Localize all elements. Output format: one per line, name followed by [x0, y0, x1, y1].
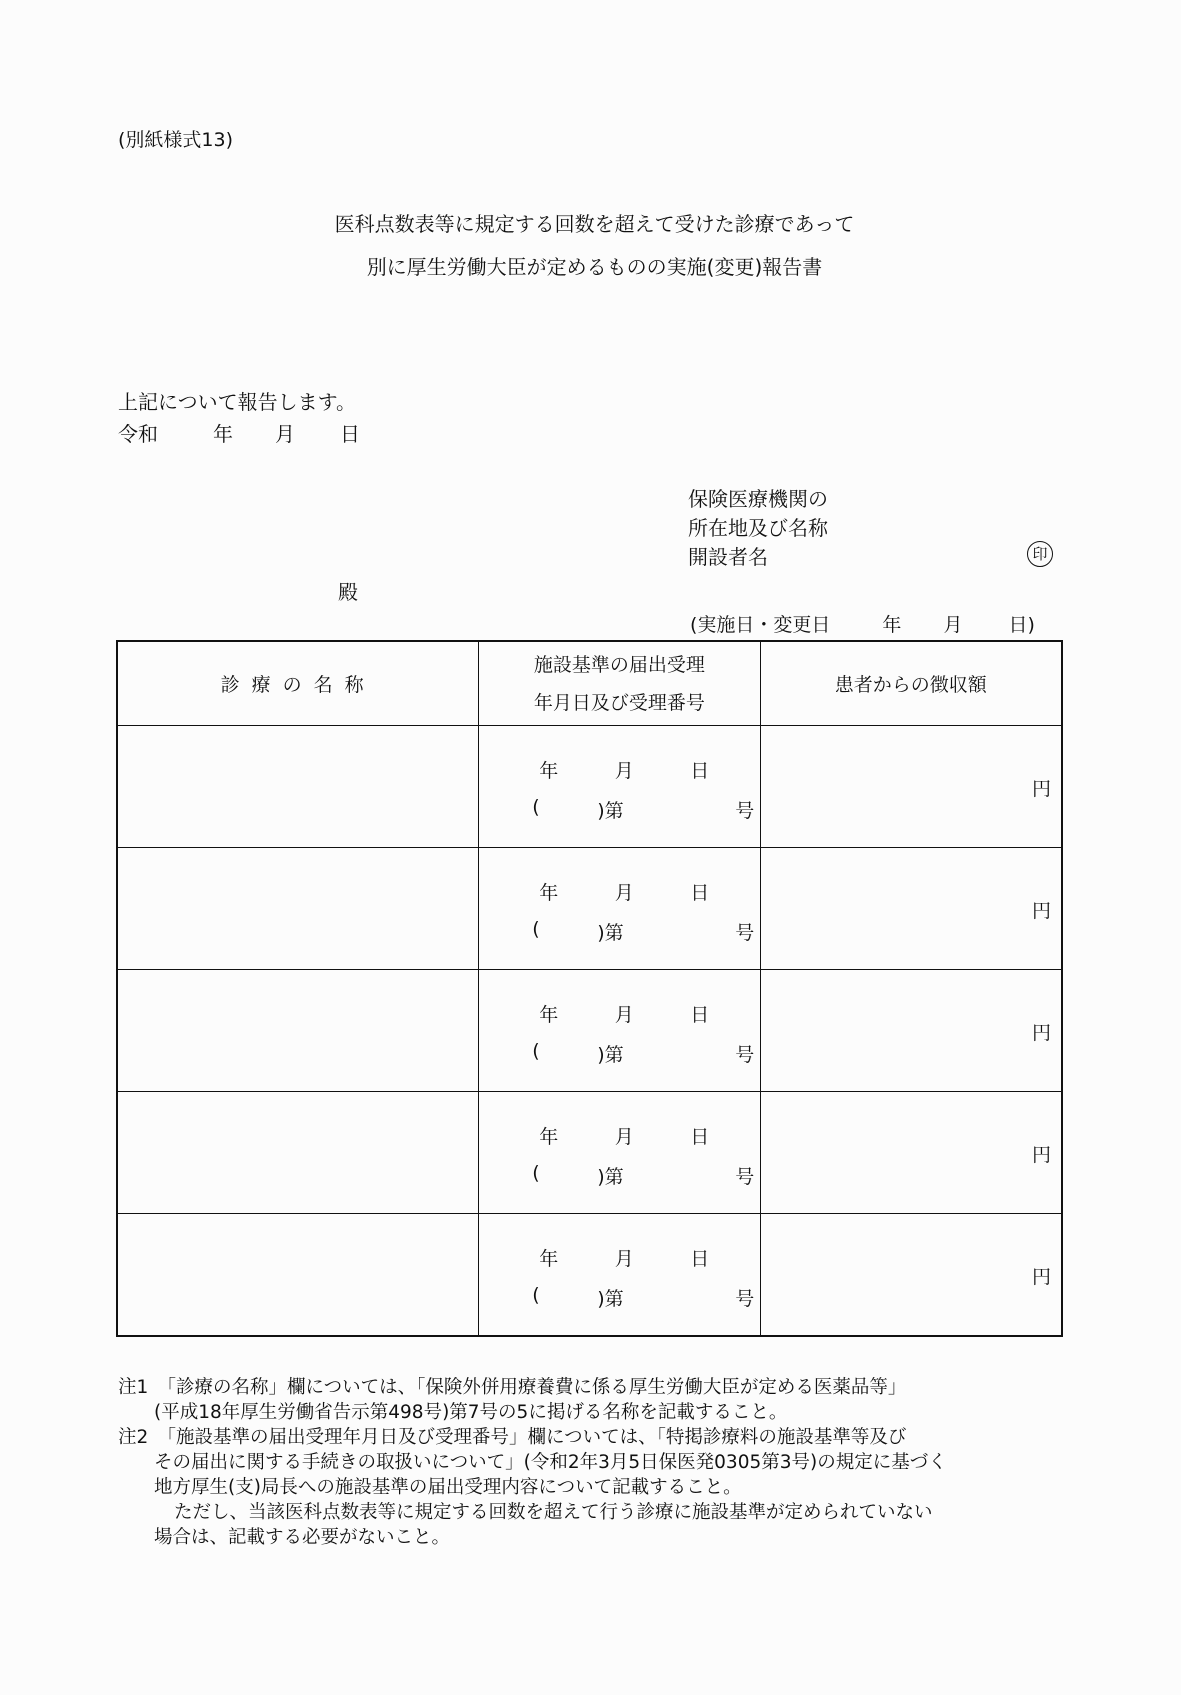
yen-label: 円 [1031, 900, 1051, 922]
report-table [116, 640, 1063, 1337]
note-2-line-2: その届出に関する手続きの取扱いについて」(令和2年3月5日保医発0305第3号)の規定に基づく [154, 1452, 947, 1473]
institution-label-1: 保険医療機関の [688, 487, 828, 511]
implementation-date [690, 610, 1035, 637]
year-label: 年 [213, 422, 233, 446]
day-label: 日 [690, 760, 710, 782]
header-amount: 患者からの徴収額 [760, 641, 1062, 726]
paren-open: ( [532, 918, 540, 940]
page-title-line-1: 医科点数表等に規定する回数を超えて受けた診療であって [334, 212, 855, 236]
treatment-name-cell[interactable] [117, 1092, 479, 1214]
impl-day-label: 日) [1008, 614, 1035, 636]
paren-open: ( [532, 1162, 540, 1184]
amount-cell[interactable] [761, 970, 1061, 1091]
year-label: 年 [539, 882, 559, 904]
treatment-name-cell[interactable] [117, 726, 479, 848]
go-label: 号 [735, 1166, 755, 1188]
yen-label: 円 [1031, 1144, 1051, 1166]
note-1-line-2: (平成18年厚生労働省告示第498号)第7号の5に掲げる名称を記載すること。 [154, 1402, 788, 1423]
year-label: 年 [539, 1004, 559, 1026]
paren-close-dai: )第 [597, 1288, 624, 1310]
institution-block [688, 485, 828, 572]
header-treatment-name: 診療の名称 [117, 641, 479, 726]
month-label: 月 [614, 1004, 634, 1026]
month-label: 月 [614, 882, 634, 904]
month-label: 月 [275, 422, 295, 446]
amount-cell[interactable] [761, 1092, 1061, 1213]
day-label: 日 [690, 1248, 710, 1270]
impl-year-label: 年 [882, 614, 902, 636]
note-2-line-4: ただし、当該医科点数表等に規定する回数を超えて行う診療に施設基準が定められていない [174, 1502, 933, 1523]
table-row [117, 848, 1062, 970]
go-label: 号 [735, 800, 755, 822]
go-label: 号 [735, 1044, 755, 1066]
note-1-line-1: 注1 「診療の名称」欄については、「保険外併用療養費に係る厚生労働大臣が定める医薬品等」 [118, 1377, 907, 1398]
amount-cell[interactable] [761, 1214, 1061, 1335]
table-row [117, 970, 1062, 1092]
year-label: 年 [539, 1126, 559, 1148]
go-label: 号 [735, 922, 755, 944]
header-registration-line-2: 年月日及び受理番号 [533, 691, 705, 714]
impl-month-label: 月 [943, 614, 963, 636]
table-row [117, 726, 1062, 848]
day-label: 日 [690, 882, 710, 904]
month-label: 月 [614, 1248, 634, 1270]
year-label: 年 [539, 1248, 559, 1270]
amount-cell[interactable] [761, 726, 1061, 847]
month-label: 月 [614, 1126, 634, 1148]
note-2-line-3: 地方厚生(支)局長への施設基準の届出受理内容について記載すること。 [154, 1477, 742, 1498]
registration-cell[interactable] [479, 1214, 759, 1335]
addressee-suffix: 殿 [338, 580, 358, 604]
year-label: 年 [539, 760, 559, 782]
note-2-line-5: 場合は、記載する必要がないこと。 [154, 1527, 451, 1548]
paren-close-dai: )第 [597, 922, 624, 944]
seal-mark: 印 [1027, 541, 1053, 567]
paren-close-dai: )第 [597, 1166, 624, 1188]
yen-label: 円 [1031, 778, 1051, 800]
table-row [117, 1092, 1062, 1214]
yen-label: 円 [1031, 1266, 1051, 1288]
era-label: 令和 [118, 422, 158, 446]
treatment-name-cell[interactable] [117, 970, 479, 1092]
paren-open: ( [532, 1284, 540, 1306]
day-label: 日 [690, 1126, 710, 1148]
impl-date-prefix: (実施日・変更日 [690, 614, 831, 636]
table-row [117, 1214, 1062, 1337]
report-date [118, 418, 360, 447]
header-registration-line-1: 施設基準の届出受理 [533, 653, 705, 676]
header-registration [479, 641, 760, 726]
table-header-row [117, 641, 1062, 726]
paren-close-dai: )第 [597, 1044, 624, 1066]
founder-label: 開設者名 [688, 545, 768, 569]
day-label: 日 [690, 1004, 710, 1026]
registration-cell[interactable] [479, 848, 759, 969]
registration-cell[interactable] [479, 726, 759, 847]
institution-label-2: 所在地及び名称 [688, 516, 828, 540]
note-2-line-1: 注2 「施設基準の届出受理年月日及び受理番号」欄については、「特掲診療料の施設基準等及び [118, 1427, 907, 1448]
month-label: 月 [614, 760, 634, 782]
go-label: 号 [735, 1288, 755, 1310]
paren-open: ( [532, 796, 540, 818]
treatment-name-cell[interactable] [117, 1214, 479, 1337]
form-id: (別紙様式13) [118, 129, 234, 151]
day-label: 日 [340, 422, 360, 446]
yen-label: 円 [1031, 1022, 1051, 1044]
paren-close-dai: )第 [597, 800, 624, 822]
treatment-name-cell[interactable] [117, 848, 479, 970]
notes-section [118, 1375, 1068, 1550]
amount-cell[interactable] [761, 848, 1061, 969]
page-title-line-2: 別に厚生労働大臣が定めるものの実施(変更)報告書 [366, 255, 823, 279]
registration-cell[interactable] [479, 970, 759, 1091]
paren-open: ( [532, 1040, 540, 1062]
registration-cell[interactable] [479, 1092, 759, 1213]
report-statement: 上記について報告します。 [118, 390, 356, 414]
